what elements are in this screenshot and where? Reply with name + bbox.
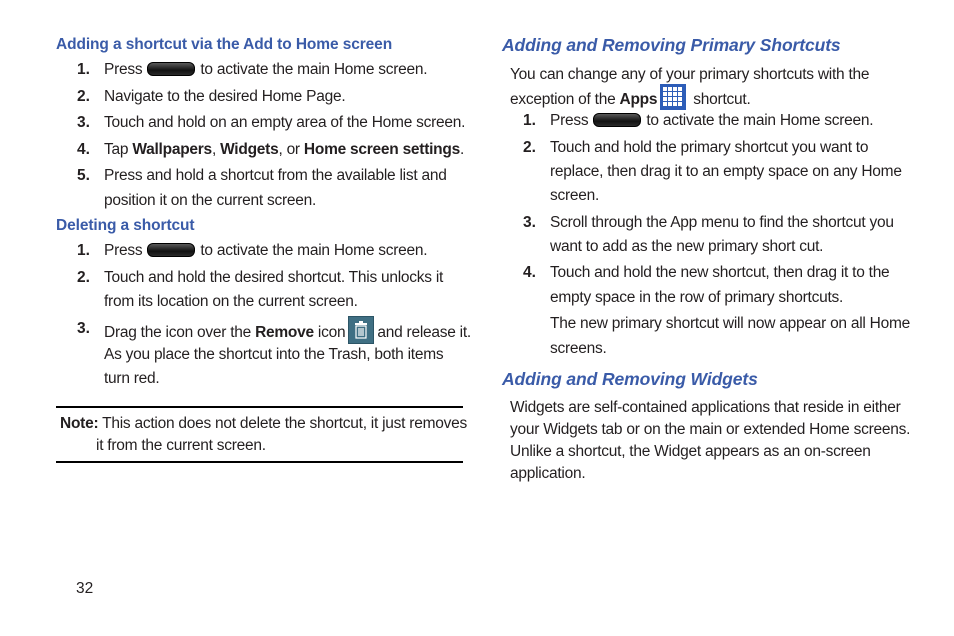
step-text: want to add as the new primary short cut. — [550, 238, 824, 255]
heading-widgets: Adding and Removing Widgets — [502, 369, 758, 389]
step-number: 2. — [77, 269, 90, 286]
home-key-icon — [147, 243, 195, 257]
step-number: 5. — [77, 167, 90, 184]
step-text: Scroll through the App menu to find the shortcut you — [550, 214, 894, 231]
note-top-rule — [56, 406, 463, 408]
step-number: 1. — [77, 242, 90, 259]
widgets-text: Widgets are self-contained applications that reside in either — [510, 399, 901, 416]
home-key-icon — [147, 62, 195, 76]
note-label: Note: — [60, 415, 99, 432]
step-number: 2. — [523, 139, 536, 156]
widgets-text: Unlike a shortcut, the Widget appears as an on-screen — [510, 443, 871, 460]
heading-deleting-shortcut: Deleting a shortcut — [56, 217, 195, 234]
intro-text: You can change any of your primary shortcuts with the — [510, 66, 870, 83]
home-key-icon — [593, 113, 641, 127]
step-text: position it on the current screen. — [104, 192, 317, 209]
step-text: Navigate to the desired Home Page. — [104, 88, 346, 105]
step-text: screen. — [550, 187, 600, 204]
step-text: Drag the icon over the Remove icon and release it. — [104, 319, 471, 347]
step-text: As you place the shortcut into the Trash, both items — [104, 346, 444, 363]
step-number: 3. — [523, 214, 536, 231]
heading-primary-shortcuts: Adding and Removing Primary Shortcuts — [502, 35, 841, 55]
step-text: turn red. — [104, 370, 160, 387]
step-text: replace, then drag it to an empty space on any Home — [550, 163, 902, 180]
trash-icon — [348, 316, 374, 344]
step-text: Touch and hold the primary shortcut you want to — [550, 139, 869, 156]
step-number: 4. — [523, 264, 536, 281]
result-text: screens. — [550, 340, 607, 357]
step-number: 1. — [523, 112, 536, 129]
step-text: Touch and hold the new shortcut, then drag it to the — [550, 264, 890, 281]
step-text: Press to activate the main Home screen. — [550, 112, 874, 129]
step-text: Tap Wallpapers, Widgets, or Home screen settings. — [104, 141, 465, 158]
step-text: Press to activate the main Home screen. — [104, 242, 428, 259]
note-text: it from the current screen. — [96, 437, 266, 454]
step-number: 1. — [77, 61, 90, 78]
step-number: 3. — [77, 114, 90, 131]
step-number: 3. — [77, 320, 90, 337]
result-text: The new primary shortcut will now appear on all Home — [550, 315, 911, 332]
step-text: empty space in the row of primary shortcuts. — [550, 289, 844, 306]
widgets-text: application. — [510, 465, 586, 482]
step-number: 2. — [77, 88, 90, 105]
step-text: from its location on the current screen. — [104, 293, 358, 310]
widgets-text: your Widgets tab or on the main or extended Home screens. — [510, 421, 911, 438]
step-text: Touch and hold on an empty area of the Home screen. — [104, 114, 466, 131]
page-number: 32 — [76, 580, 94, 597]
step-text: Touch and hold the desired shortcut. This unlocks it — [104, 269, 444, 286]
apps-grid-icon — [660, 84, 686, 110]
heading-add-via-home-screen: Adding a shortcut via the Add to Home screen — [56, 36, 393, 53]
note-text: Note: This action does not delete the shortcut, it just removes — [60, 415, 467, 432]
intro-text: exception of the Apps shortcut. — [510, 87, 751, 113]
step-text: Press to activate the main Home screen. — [104, 61, 428, 78]
step-number: 4. — [77, 141, 90, 158]
note-bottom-rule — [56, 461, 463, 463]
step-text: Press and hold a shortcut from the available list and — [104, 167, 447, 184]
